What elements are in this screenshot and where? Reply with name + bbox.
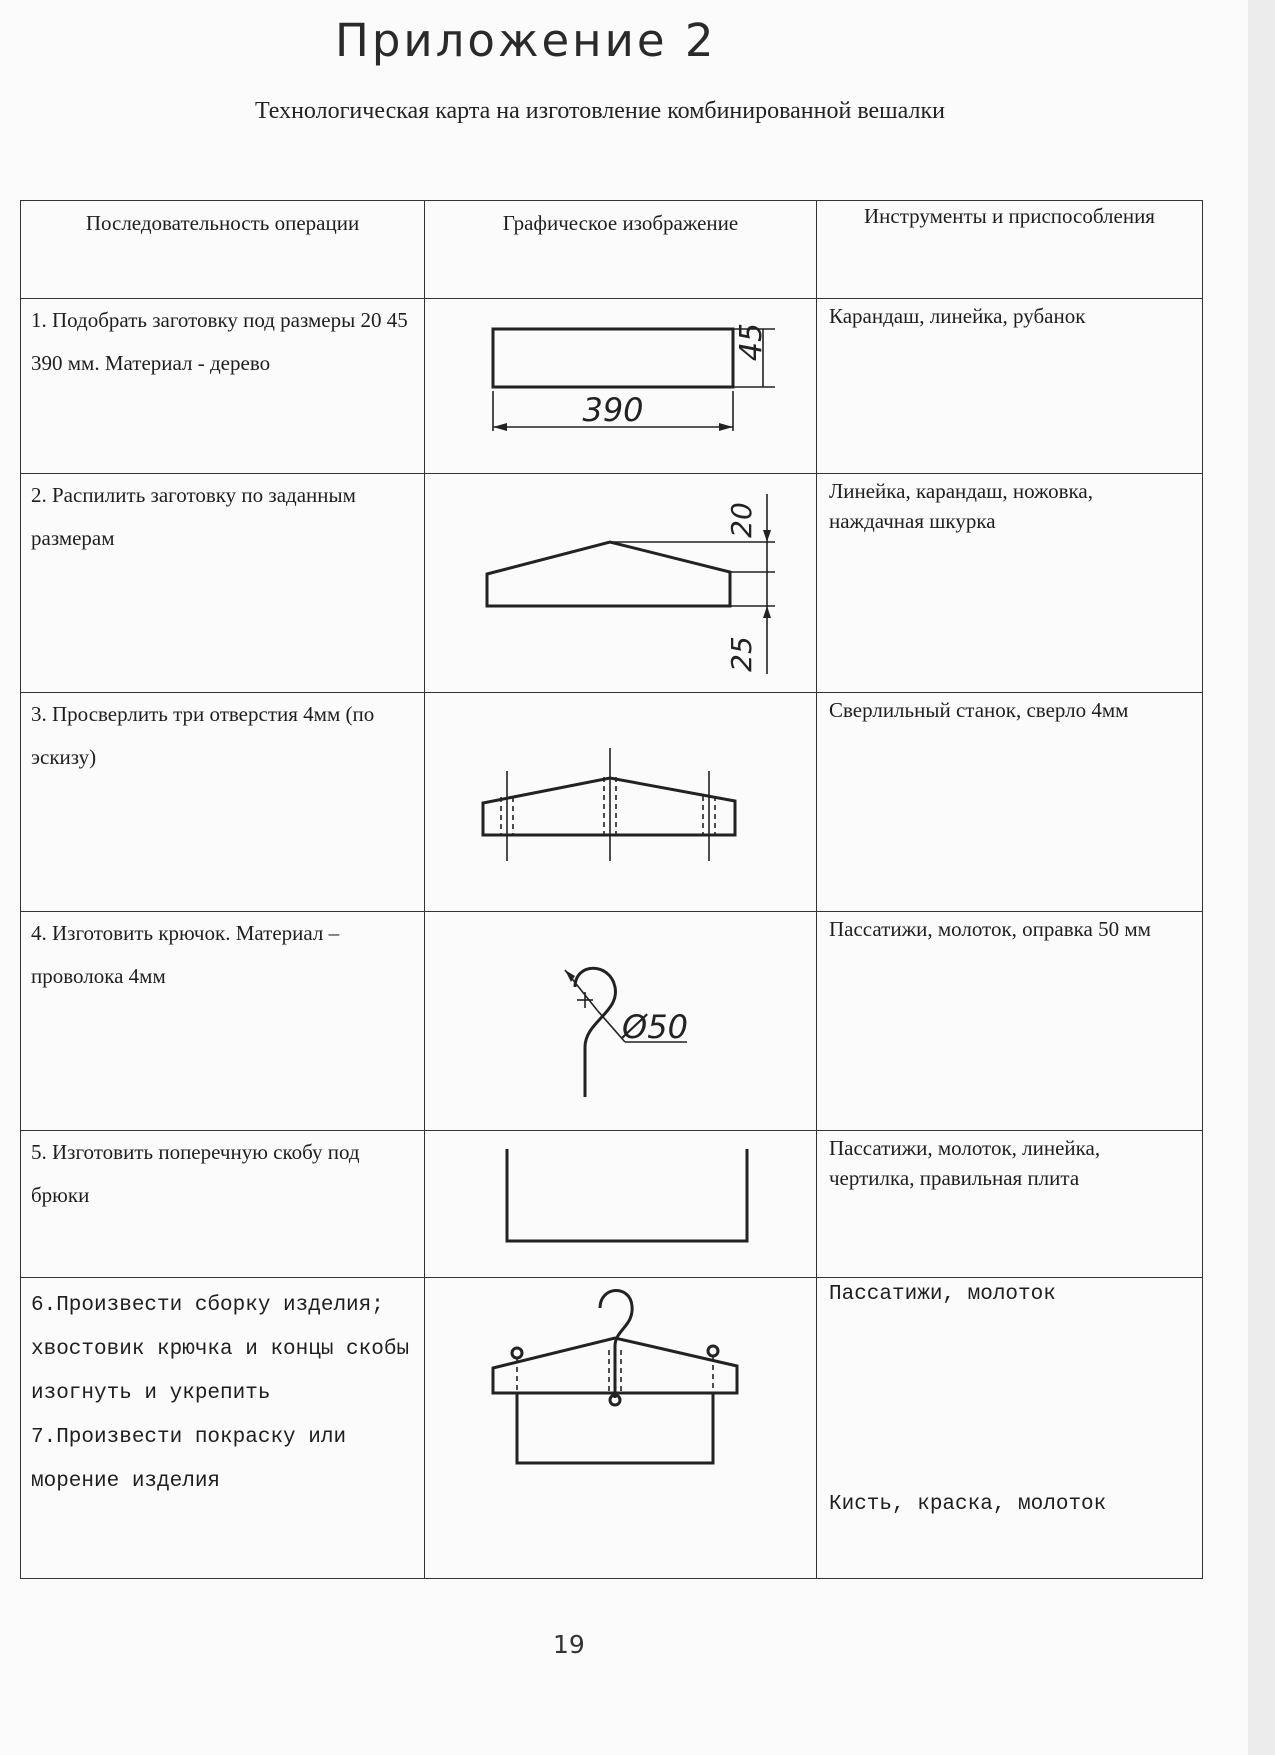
drawing-assembled-hanger <box>425 1278 817 1579</box>
step-2-text: 2. Распилить заготовку по заданным размерам <box>21 474 425 693</box>
step-3-text: 3. Просверлить три отверстия 4мм (по эскизу) <box>21 693 425 912</box>
table-row <box>21 1278 1203 1579</box>
dim-top-label: 20 <box>725 502 758 538</box>
header-sequence: Последовательность операции <box>21 201 425 299</box>
drawing-hook <box>425 912 817 1131</box>
header-row <box>21 201 1203 299</box>
step-7-text: 7.Произвести покраску или морение изделия <box>31 1426 347 1493</box>
step-4-tools: Пассатижи, молоток, оправка 50 мм <box>817 912 1203 1131</box>
dim-length-label: 390 <box>582 391 644 429</box>
step-7-tools: Кисть, краска, молоток <box>829 1493 1107 1516</box>
step-5-text: 5. Изготовить поперечную скобу под брюки <box>21 1131 425 1278</box>
step-6-tools: Пассатижи, молоток <box>829 1283 1056 1306</box>
step-6-7-tools <box>817 1278 1203 1579</box>
table-row <box>21 693 1203 912</box>
step-6-text: 6.Произвести сборку изделия; хвостовик крючка и концы скобы изогнуть и укрепить <box>31 1294 410 1405</box>
drawing-drilled-bar <box>425 693 817 912</box>
appendix-label: Приложение 2 <box>335 14 717 67</box>
technological-map-table <box>20 200 1203 1579</box>
table-row <box>21 1131 1203 1278</box>
header-graphic: Графическое изображение <box>425 201 817 299</box>
step-5-tools: Пассатижи, молоток, линейка, чертилка, правильная плита <box>817 1131 1203 1278</box>
step-3-tools: Сверлильный станок, сверло 4мм <box>817 693 1203 912</box>
table-row <box>21 299 1203 474</box>
table-row <box>21 912 1203 1131</box>
dim-height-label: 45 <box>734 322 769 362</box>
drawing-sawn-blank <box>425 474 817 693</box>
step-4-text: 4. Изготовить крючок. Материал – проволока 4мм <box>21 912 425 1131</box>
dim-edge-label: 25 <box>725 636 758 672</box>
header-tools: Инструменты и приспособления <box>817 201 1203 299</box>
tools-spacer <box>829 1310 1190 1490</box>
step-1-tools: Карандаш, линейка, рубанок <box>817 299 1203 474</box>
step-2-tools: Линейка, карандаш, ножовка, наждачная шкурка <box>817 474 1203 693</box>
page-number: 19 <box>553 1630 585 1659</box>
table-row <box>21 474 1203 693</box>
step-1-text: 1. Подобрать заготовку под размеры 20 45 390 мм. Материал - дерево <box>21 299 425 474</box>
drawing-crossbar-bracket <box>425 1131 817 1278</box>
step-6-7-text <box>21 1278 425 1579</box>
dim-diameter-label: Ø50 <box>622 1008 688 1046</box>
drawing-blank-bar <box>425 299 817 474</box>
page-title: Технологическая карта на изготовление комбинированной вешалки <box>255 98 945 124</box>
